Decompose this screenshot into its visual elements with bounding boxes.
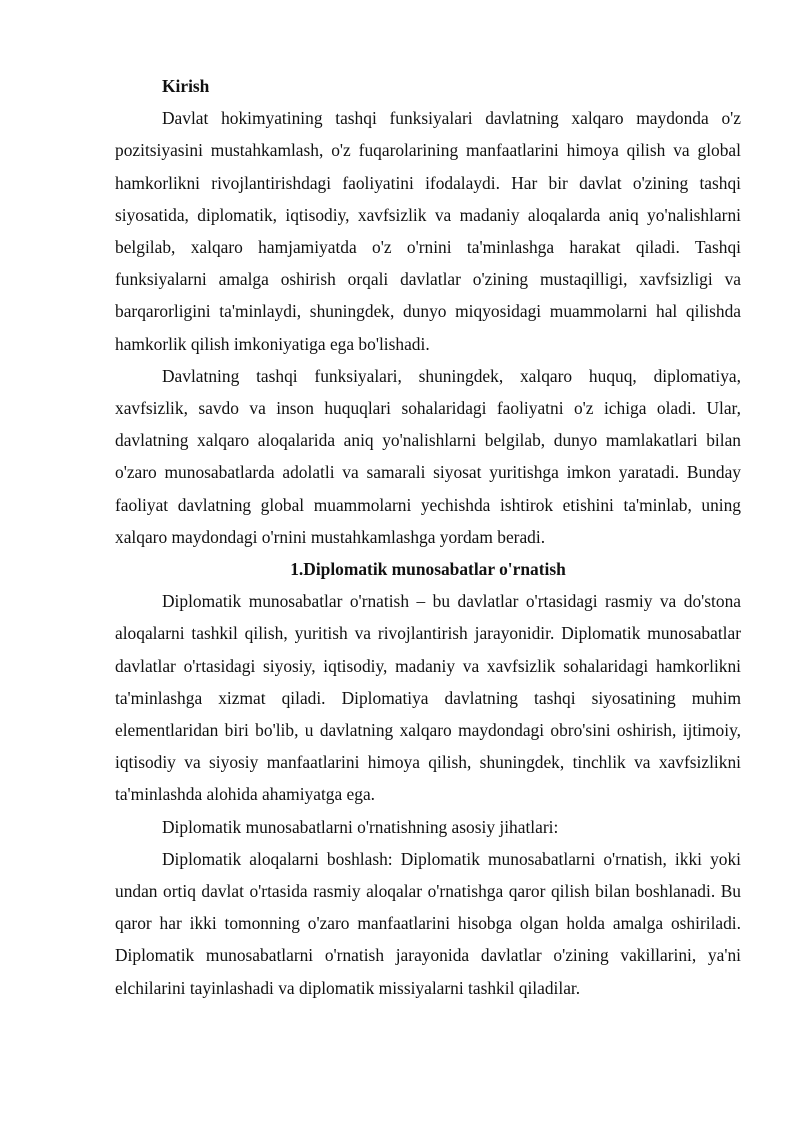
- section-paragraph-2: Diplomatik munosabatlarni o'rnatishning asosiy jihatlari:: [162, 816, 559, 837]
- intro-heading: Kirish: [162, 76, 210, 96]
- document-page: [115, 70, 741, 1004]
- section-paragraph-3: Diplomatik aloqalarni boshlash: Diplomatik munosabatlarni o'rnatish, ikki yoki undan ortiq davlat o'rtasida rasmiy aloqalar o'rnatishga qaror qilish bilan boshlanadi. Bu qaror har ikki tomonning o'zaro manfaatlarini hisobga olgan holda amalga oshiriladi. Diplomatik munosabatlarni o'rnatish jarayonida davlatlar o'zining vakillarini, ya'ni elchilarini tayinlashadi va diplomatik missiyalarni tashkil qiladilar.: [115, 848, 741, 998]
- intro-paragraph-2: Davlatning tashqi funksiyalari, shuningdek, xalqaro huquq, diplomatiya, xavfsizlik, savdo va inson huquqlari sohalaridagi faoliyatni o'z ichiga oladi. Ular, davlatning xalqaro aloqalarida aniq yo'nalishlarni belgilab, dunyo mamlakatlari bilan o'zaro munosabatlarda adolatli va samarali siyosat yuritishga imkon yaratadi. Bunday faoliyat davlatning global muammolarni yechishda ishtirok etishini ta'minlab, uning xalqaro maydondagi o'rnini mustahkamlashga yordam beradi.: [115, 365, 741, 547]
- intro-paragraph-1: Davlat hokimyatining tashqi funksiyalari davlatning xalqaro maydonda o'z pozitsiyasini mustahkamlash, o'z fuqarolarining manfaatlarini himoya qilish va global hamkorlikni rivojlantirishdagi faoliyatini ifodalaydi. Har bir davlat o'zining tashqi siyosatida, diplomatik, iqtisodiy, xavfsizlik va madaniy aloqalarda aniq yo'nalishlarni belgilab, xalqaro hamjamiyatda o'z o'rnini ta'minlashga harakat qiladi. Tashqi funksiyalarni amalga oshirish orqali davlatlar o'zining mustaqilligi, xavfsizligi va barqarorligini ta'minlaydi, shuningdek, dunyo miqyosidagi muammolarni hal qilishda hamkorlik qilish imkoniyatiga ega bo'lishadi.: [115, 108, 741, 354]
- section-heading: 1.Diplomatik munosabatlar o'rnatish: [290, 559, 566, 580]
- section-paragraph-1: Diplomatik munosabatlar o'rnatish – bu davlatlar o'rtasidagi rasmiy va do'stona aloqalarni tashkil qilish, yuritish va rivojlantirish jarayonidir. Diplomatik munosabatlar davlatlar o'rtasidagi siyosiy, iqtisodiy, madaniy va xavfsizlik sohalaridagi hamkorlikni ta'minlashga xizmat qiladi. Diplomatiya davlatning tashqi siyosatining muhim elementlaridan biri bo'lib, u davlatning xalqaro maydondagi obro'sini oshirish, ijtimoiy, iqtisodiy va siyosiy manfaatlarini himoya qilish, shuningdek, tinchlik va xavfsizlikni ta'minlashda alohida ahamiyatga ega.: [115, 591, 741, 805]
